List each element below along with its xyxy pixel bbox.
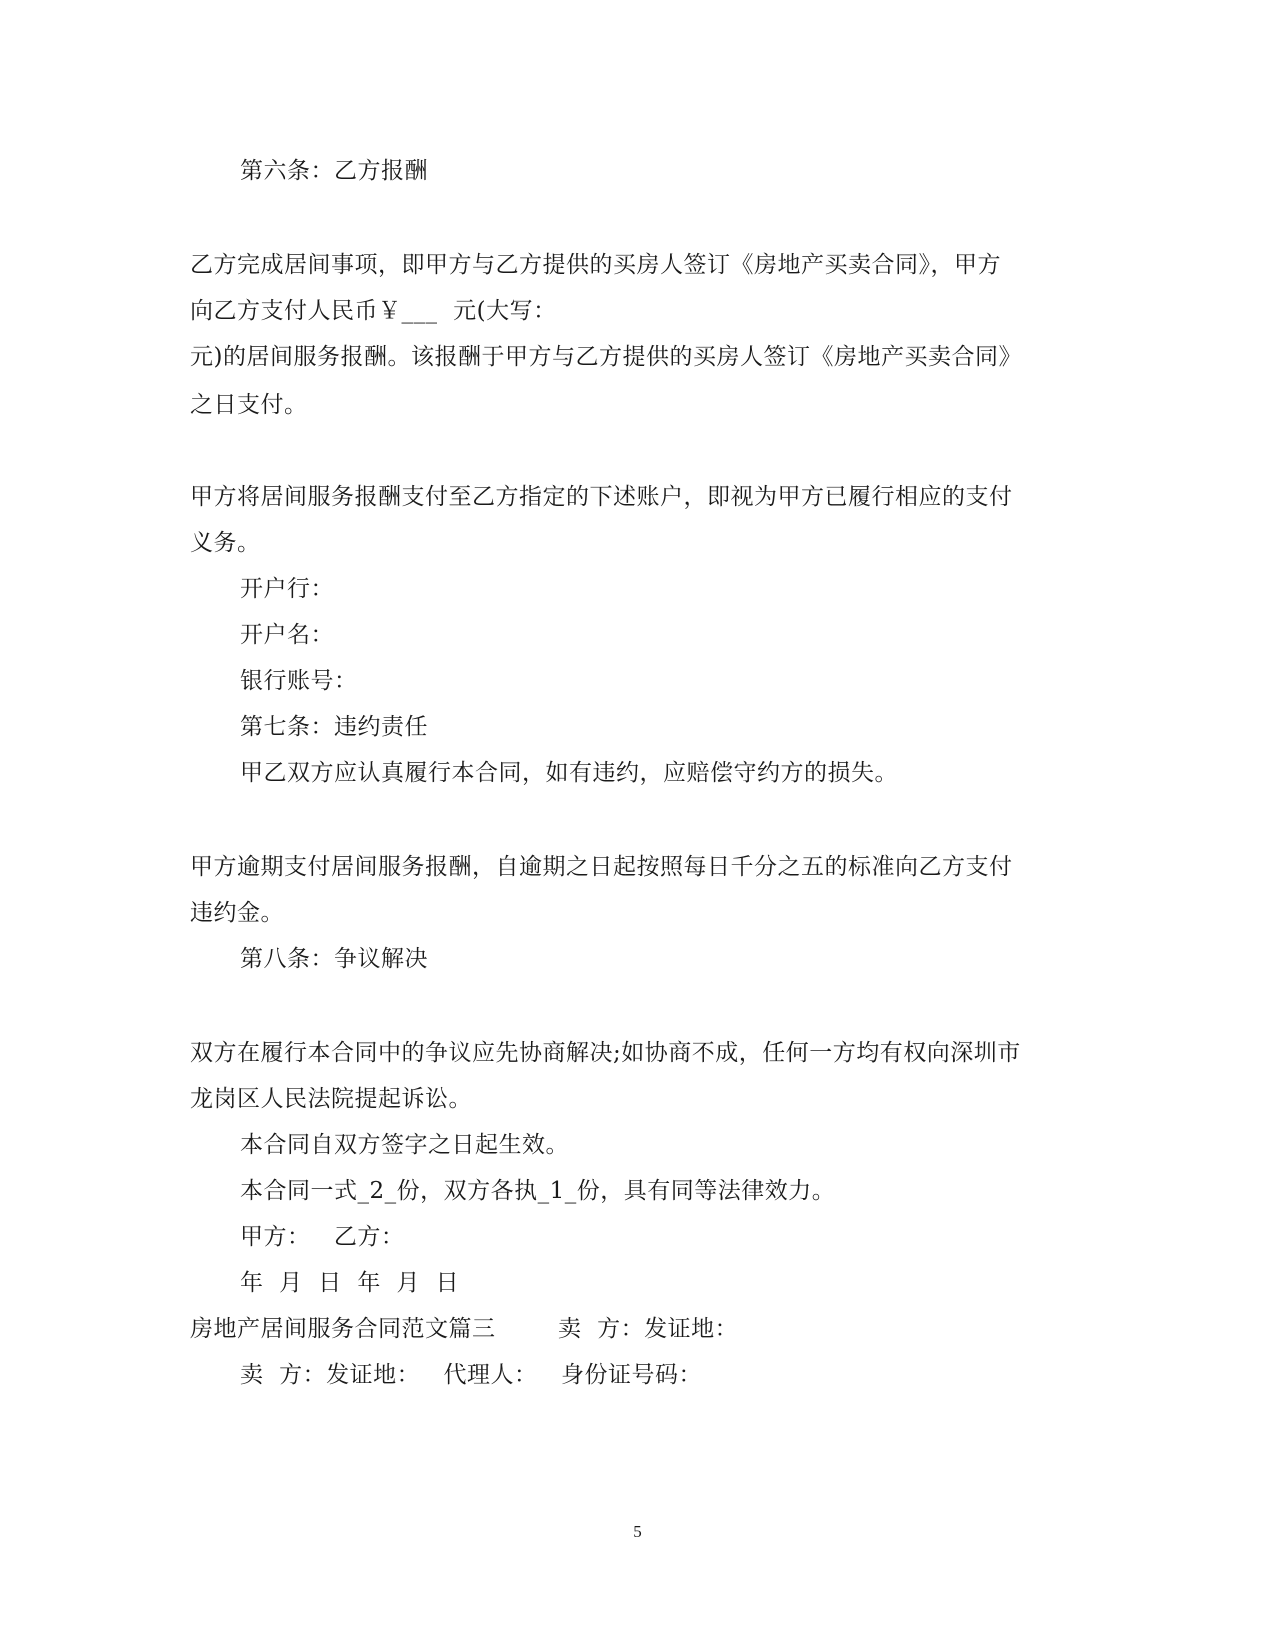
account-name-label: 开户名：	[240, 622, 334, 648]
article-6-paragraph-2-line-1: 甲方将居间服务报酬支付至乙方指定的下述账户，即视为甲方已履行相应的支付	[190, 484, 1013, 510]
article-8-paragraph-1-line-2: 龙岗区人民法院提起诉讼。	[190, 1086, 472, 1112]
dates-signature-line: 年 月 日 年 月 日	[240, 1270, 460, 1296]
article-6-paragraph-1-line-2: 向乙方支付人民币￥___ 元(大写：	[190, 298, 557, 324]
article-7-paragraph-2-line-2: 违约金。	[190, 900, 284, 926]
article-8-heading: 第八条：争议解决	[240, 946, 428, 972]
article-8-paragraph-1-line-1: 双方在履行本合同中的争议应先协商解决;如协商不成，任何一方均有权向深圳市	[190, 1040, 1021, 1066]
copies-clause: 本合同一式_2_份，双方各执_1_份，具有同等法律效力。	[240, 1178, 836, 1204]
account-number-label: 银行账号：	[240, 668, 358, 694]
article-7-paragraph-2-line-1: 甲方逾期支付居间服务报酬，自逾期之日起按照每日千分之五的标准向乙方支付	[190, 854, 1013, 880]
next-contract-title-line: 房地产居间服务合同范文篇三 卖 方：发证地：	[190, 1316, 739, 1342]
article-7-paragraph-1: 甲乙双方应认真履行本合同，如有违约，应赔偿守约方的损失。	[240, 760, 898, 786]
seller-info-line: 卖 方：发证地： 代理人： 身份证号码：	[240, 1362, 702, 1388]
article-6-paragraph-1-line-1: 乙方完成居间事项，即甲方与乙方提供的买房人签订《房地产买卖合同》，甲方	[190, 252, 1001, 278]
bank-name-label: 开户行：	[240, 576, 334, 602]
article-6-heading: 第六条：乙方报酬	[240, 158, 428, 184]
article-7-heading: 第七条：违约责任	[240, 714, 428, 740]
effective-clause: 本合同自双方签字之日起生效。	[240, 1132, 569, 1158]
page-number: 5	[633, 1522, 642, 1541]
article-6-paragraph-1-line-4: 之日支付。	[190, 392, 308, 418]
article-6-paragraph-1-line-3: 元)的居间服务报酬。该报酬于甲方与乙方提供的买房人签订《房地产买卖合同》	[190, 344, 1022, 370]
parties-signature-line: 甲方： 乙方：	[240, 1224, 405, 1250]
article-6-paragraph-2-line-2: 义务。	[190, 530, 261, 556]
